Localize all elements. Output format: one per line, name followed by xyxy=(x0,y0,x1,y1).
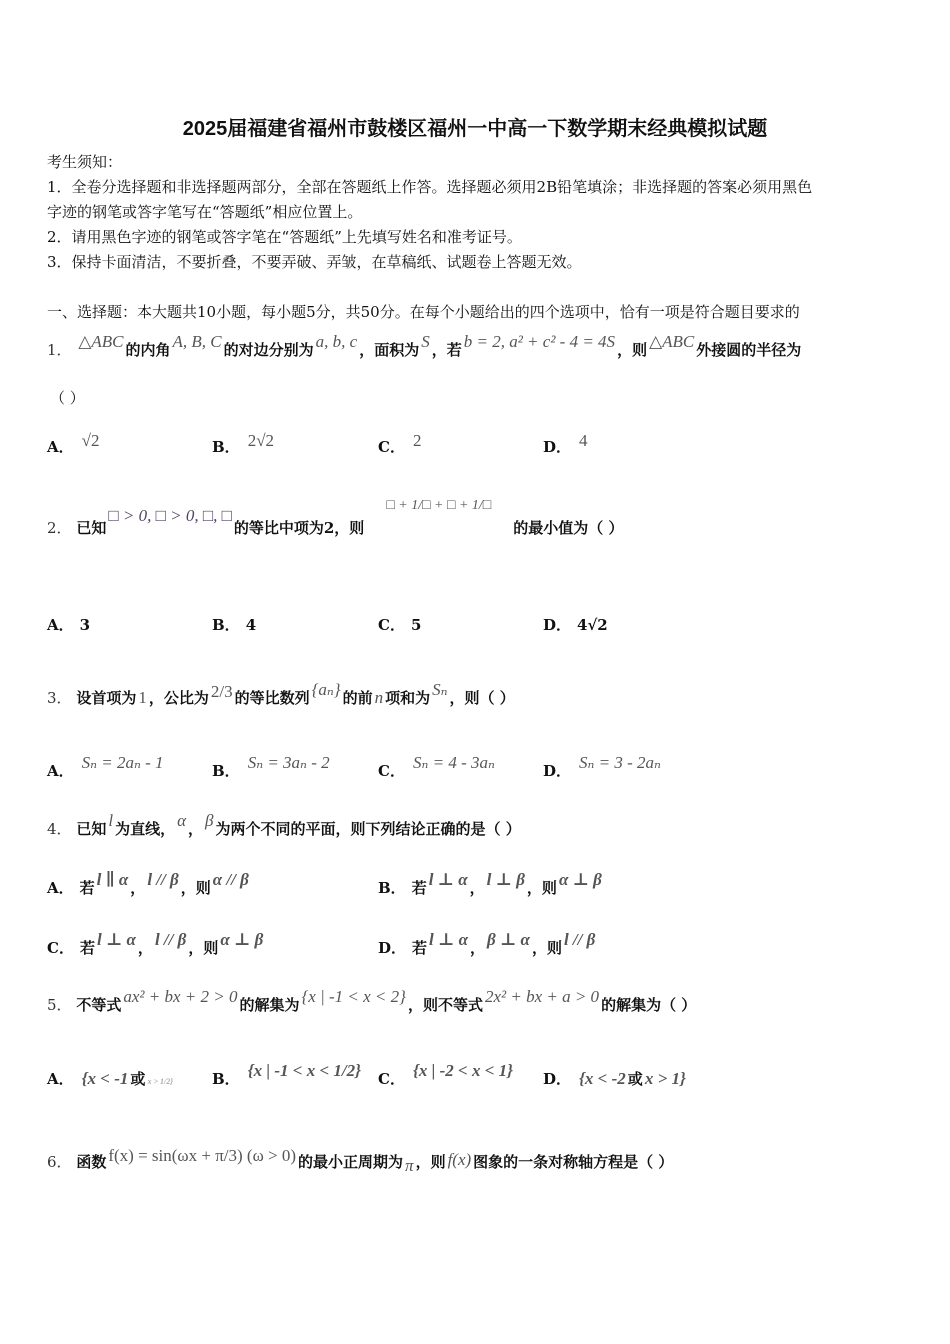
question-4 xyxy=(47,811,521,839)
option-c[interactable] xyxy=(47,930,265,958)
math: □ > 0, □ > 0, □, □ xyxy=(108,506,232,525)
math: x > 1/2} xyxy=(147,1077,174,1086)
math: 2x² + bx + a > 0 xyxy=(484,987,600,1006)
text: ， xyxy=(469,879,485,897)
text: 的前 xyxy=(342,689,373,707)
option-a[interactable] xyxy=(47,870,251,898)
option-b[interactable] xyxy=(212,753,332,781)
option-label: C． xyxy=(378,616,405,634)
option-label: A． xyxy=(47,879,74,897)
text: 的内角 xyxy=(125,341,171,359)
math: {x | -2 < x < 1} xyxy=(412,1061,514,1080)
math: l // β xyxy=(147,870,179,889)
option-value: Sₙ = 3aₙ - 2 xyxy=(247,753,330,772)
text: 外接圆的半径为 xyxy=(696,341,802,359)
option-c[interactable] xyxy=(378,753,497,781)
text: 的对边分别为 xyxy=(223,341,314,359)
option-value: 5 xyxy=(410,616,422,634)
question-number: 2． xyxy=(47,519,72,537)
math: b = 2, a² + c² - 4 = 4S xyxy=(463,332,616,351)
notice-line: 字迹的钢笔或答字笔写在“答题纸”相应位置上。 xyxy=(47,203,363,221)
text: ，则 xyxy=(526,879,557,897)
option-label: D． xyxy=(378,939,407,957)
option-value: 4 xyxy=(579,431,588,450)
option-label: D． xyxy=(543,438,572,456)
text: ， xyxy=(188,820,204,838)
text: 的最小值为（ ） xyxy=(513,519,624,537)
math: l ∥ α xyxy=(96,870,129,889)
math: β ⊥ α xyxy=(487,930,530,949)
text: ，公比为 xyxy=(148,689,209,707)
question-5 xyxy=(47,987,697,1015)
option-label: D． xyxy=(543,1070,572,1088)
text: 项和为 xyxy=(385,689,431,707)
notice-heading: 考生须知： xyxy=(47,153,123,171)
text: 若 xyxy=(412,939,428,957)
text: 已知 xyxy=(76,820,107,838)
math: l ⊥ α xyxy=(96,930,136,949)
math: x > 1} xyxy=(644,1069,686,1088)
option-d[interactable] xyxy=(378,930,597,958)
text: ，则 xyxy=(617,341,648,359)
option-a[interactable] xyxy=(47,614,90,635)
text: 或 xyxy=(130,1070,146,1088)
section-heading: 一、选择题：本大题共10小题，每小题5分，共50分。在每个小题给出的四个选项中，恰有一项是符合题目要求的 xyxy=(47,303,800,321)
math: a, b, c xyxy=(315,332,358,351)
option-value: √2 xyxy=(81,431,100,450)
option-a[interactable] xyxy=(47,1068,175,1089)
math: l ⊥ α xyxy=(428,870,468,889)
math: ax² + bx + 2 > 0 xyxy=(123,987,238,1006)
option-d[interactable] xyxy=(543,753,663,781)
option-label: B． xyxy=(212,1070,240,1088)
text: 的最小正周期为 xyxy=(298,1153,404,1171)
question-3 xyxy=(47,680,515,708)
math: l ⊥ α xyxy=(429,930,468,949)
question-number: 3． xyxy=(47,689,72,707)
question-1 xyxy=(47,332,802,360)
option-value: 4 xyxy=(245,616,257,634)
option-c[interactable] xyxy=(378,614,421,635)
question-2 xyxy=(47,498,624,540)
text: 不等式 xyxy=(76,996,122,1014)
math: 2/3 xyxy=(210,682,233,701)
option-value: 2√2 xyxy=(247,431,275,450)
math: α // β xyxy=(212,870,249,889)
option-a[interactable] xyxy=(47,753,166,781)
question-number: 5． xyxy=(47,996,72,1014)
question-number: 4． xyxy=(47,820,72,838)
math: {x | -1 < x < 1/2} xyxy=(247,1061,362,1080)
math: {x < -2 xyxy=(579,1069,626,1088)
text: ，若 xyxy=(431,341,462,359)
option-label: B． xyxy=(378,879,406,897)
question-number: 6． xyxy=(47,1153,72,1171)
option-value: 4√2 xyxy=(577,616,608,634)
text: 函数 xyxy=(76,1153,107,1171)
text: 为直线， xyxy=(115,820,176,838)
option-label: B． xyxy=(212,438,240,456)
text: ， xyxy=(137,939,153,957)
text: ，则 xyxy=(531,939,562,957)
option-value: Sₙ = 4 - 3aₙ xyxy=(412,753,495,772)
option-d[interactable] xyxy=(543,431,590,457)
notice-line: 2．请用黑色字迹的钢笔或答字笔在“答题纸”上先填写姓名和准考证号。 xyxy=(47,228,522,246)
math: l // β xyxy=(563,930,596,949)
text: 若 xyxy=(411,879,427,897)
text: 已知 xyxy=(76,519,107,537)
option-b[interactable] xyxy=(378,870,604,898)
text: ，则 xyxy=(415,1153,446,1171)
math: {x | -1 < x < 2} xyxy=(301,987,406,1006)
notice-line: 3．保持卡面清洁，不要折叠，不要弄破、弄皱，在草稿纸、试题卷上答题无效。 xyxy=(47,253,582,271)
text: ， xyxy=(469,939,485,957)
math: {x < -1 xyxy=(81,1069,129,1088)
option-label: B． xyxy=(212,616,240,634)
text: 的解集为（ ） xyxy=(601,996,697,1014)
option-b[interactable] xyxy=(212,431,276,457)
option-label: C． xyxy=(378,438,405,456)
text: ，则 xyxy=(180,879,211,897)
option-value: 3 xyxy=(79,616,91,634)
option-label: C． xyxy=(47,939,74,957)
text: 的解集为 xyxy=(239,996,300,1014)
math: {aₙ} xyxy=(311,680,341,699)
option-b[interactable] xyxy=(212,1061,363,1089)
text: ，面积为 xyxy=(359,341,420,359)
text: ， xyxy=(130,879,146,897)
option-label: D． xyxy=(543,762,572,780)
math: f(x) = sin(ωx + π/3) (ω > 0) xyxy=(108,1146,297,1165)
option-a[interactable] xyxy=(47,431,101,457)
option-label: A． xyxy=(47,1070,74,1088)
option-label: A． xyxy=(47,762,74,780)
option-label: D． xyxy=(543,616,572,634)
text: ，则（ ） xyxy=(449,689,515,707)
math: α ⊥ β xyxy=(558,870,602,889)
text: 图象的一条对称轴方程是（ ） xyxy=(473,1153,674,1171)
math: n xyxy=(374,688,384,707)
text: 为两个不同的平面，则下列结论正确的是（ ） xyxy=(215,820,521,838)
math: π xyxy=(405,1156,414,1175)
option-label: A． xyxy=(47,438,74,456)
math: l ⊥ β xyxy=(486,870,525,889)
text: ，则不等式 xyxy=(407,996,483,1014)
answer-paren: （ ） xyxy=(50,389,85,407)
option-label: C． xyxy=(378,762,405,780)
math: 1 xyxy=(138,688,147,707)
math: l // β xyxy=(154,930,187,949)
page-title: 2025届福建省福州市鼓楼区福州一中高一下数学期末经典模拟试题 xyxy=(182,118,768,140)
text: 设首项为 xyxy=(76,689,137,707)
option-label: C． xyxy=(378,1070,405,1088)
math: △ABC xyxy=(78,332,124,351)
option-c[interactable] xyxy=(378,1061,515,1089)
text: 的等比中项为2，则 xyxy=(233,519,365,537)
math: l xyxy=(108,811,114,830)
option-b[interactable] xyxy=(212,614,256,635)
math: f(x) xyxy=(447,1150,472,1169)
option-value: 2 xyxy=(412,431,422,450)
option-label: B． xyxy=(212,762,240,780)
text: 若 xyxy=(79,939,95,957)
math: △ABC xyxy=(649,332,695,351)
option-c[interactable] xyxy=(378,431,423,457)
option-value: Sₙ = 2aₙ - 1 xyxy=(81,753,164,772)
option-label: A． xyxy=(47,616,74,634)
notice-line: 1．全卷分选择题和非选择题两部分，全部在答题纸上作答。选择题必须用2B铅笔填涂；非选择题的答案必须用黑色 xyxy=(47,178,813,196)
math: S xyxy=(421,332,430,351)
question-number: 1． xyxy=(47,341,72,359)
math: β xyxy=(205,811,214,830)
text: ，则 xyxy=(188,939,219,957)
option-value: Sₙ = 3 - 2aₙ xyxy=(579,753,661,772)
text: 或 xyxy=(627,1070,643,1088)
option-d[interactable] xyxy=(543,614,608,635)
math: α xyxy=(177,811,187,830)
math: α ⊥ β xyxy=(220,930,264,949)
option-d[interactable] xyxy=(543,1068,688,1089)
text: 若 xyxy=(79,879,95,897)
math: □ + 1/□ + □ + 1/□ xyxy=(386,498,492,513)
text: 的等比数列 xyxy=(234,689,310,707)
math: Sₙ xyxy=(432,680,448,699)
math: A, B, C xyxy=(172,332,222,351)
question-6 xyxy=(47,1146,674,1175)
